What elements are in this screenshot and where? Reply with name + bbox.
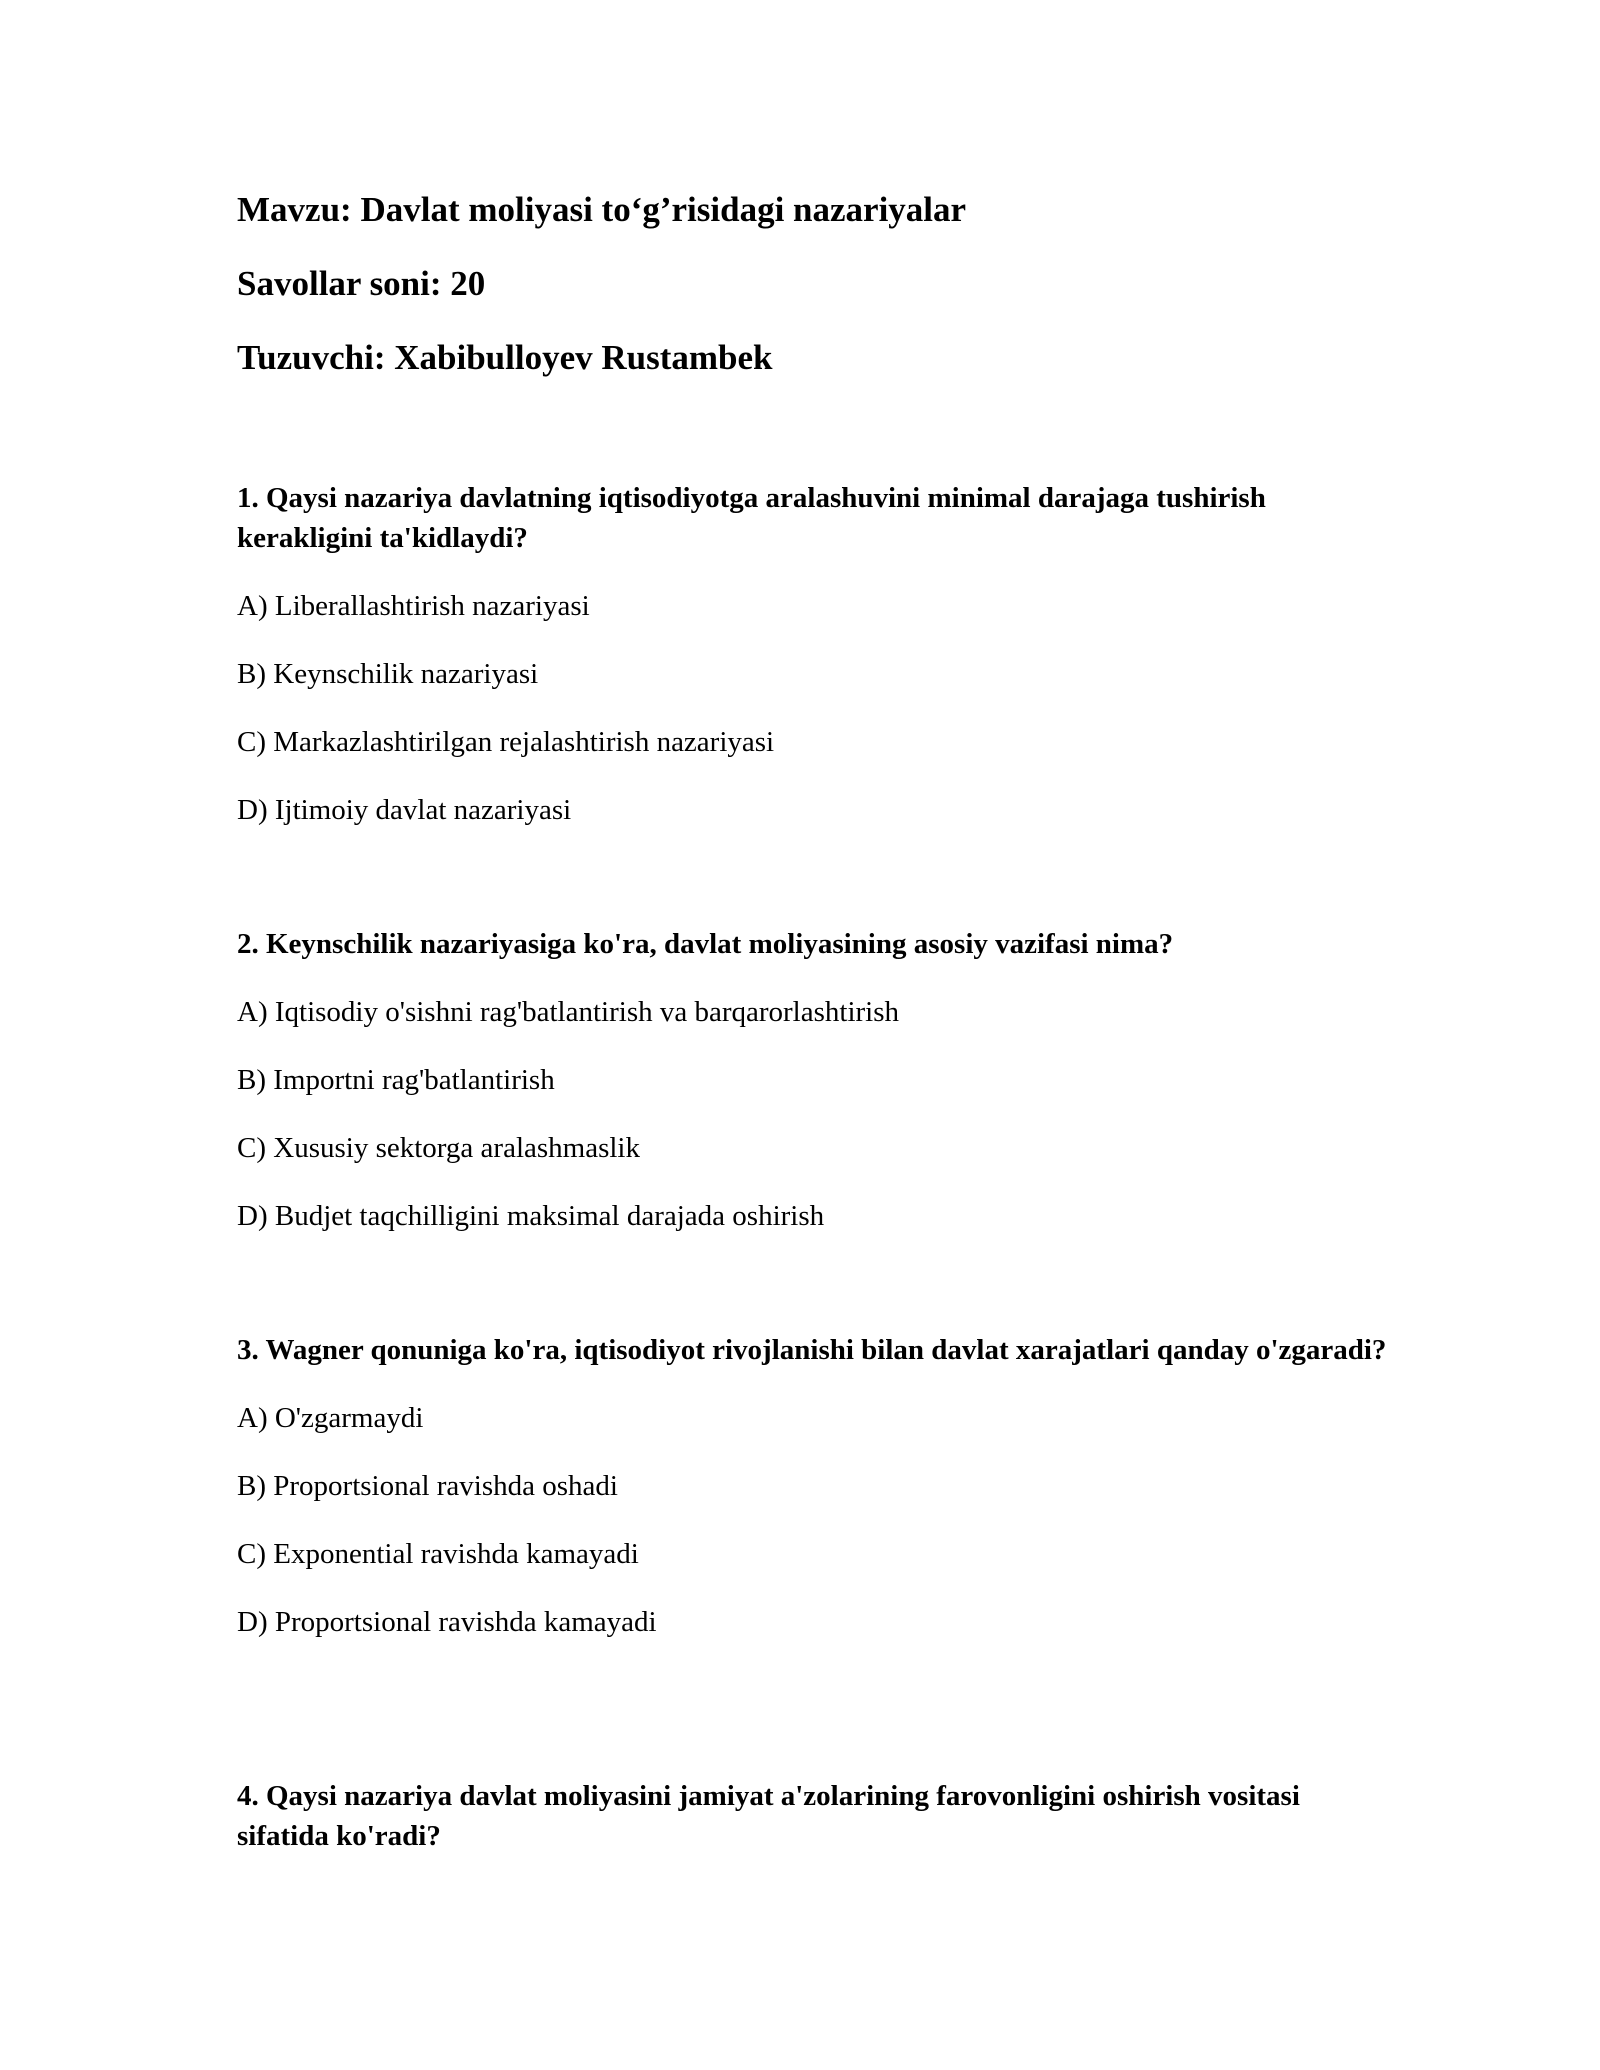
option-b: B) Importni rag'batlantirish <box>237 1064 555 1096</box>
topic-heading: Mavzu: Davlat moliyasi to‘g’risidagi nazariyalar <box>237 190 967 229</box>
author-line: Tuzuvchi: Xabibulloyev Rustambek <box>237 338 773 377</box>
question-text: 2. Keynschilik nazariyasiga ko'ra, davlat moliyasining asosiy vazifasi nima? <box>237 928 1174 960</box>
question-text: 3. Wagner qonuniga ko'ra, iqtisodiyot rivojlanishi bilan davlat xarajatlari qanday o'zgaradi? <box>237 1334 1387 1366</box>
option-d: D) Budjet taqchilligini maksimal darajada oshirish <box>237 1200 825 1232</box>
question-text: 4. Qaysi nazariya davlat moliyasini jamiyat a'zolarining farovonligini oshirish vositasi sifatida ko'radi? <box>237 1780 1300 1852</box>
question-1 <box>237 478 1387 830</box>
option-b: B) Proportsional ravishda oshadi <box>237 1470 618 1502</box>
question-text: 1. Qaysi nazariya davlatning iqtisodiyotga aralashuvini minimal darajaga tushirish kerakligini ta'kidlaydi? <box>237 482 1266 554</box>
question-3 <box>237 1330 1387 1642</box>
option-a: A) Iqtisodiy o'sishni rag'batlantirish va barqarorlashtirish <box>237 996 900 1028</box>
option-b: B) Keynschilik nazariyasi <box>237 658 539 690</box>
option-d: D) Proportsional ravishda kamayadi <box>237 1606 657 1638</box>
question-4 <box>237 1776 1387 1856</box>
option-a: A) Liberallashtirish nazariyasi <box>237 590 590 622</box>
option-a: A) O'zgarmaydi <box>237 1402 424 1434</box>
question-count: Savollar soni: 20 <box>237 264 486 303</box>
option-c: C) Xususiy sektorga aralashmaslik <box>237 1132 640 1164</box>
option-d: D) Ijtimoiy davlat nazariyasi <box>237 794 572 826</box>
question-2 <box>237 924 1387 1236</box>
option-c: C) Markazlashtirilgan rejalashtirish nazariyasi <box>237 726 775 758</box>
option-c: C) Exponential ravishda kamayadi <box>237 1538 639 1570</box>
